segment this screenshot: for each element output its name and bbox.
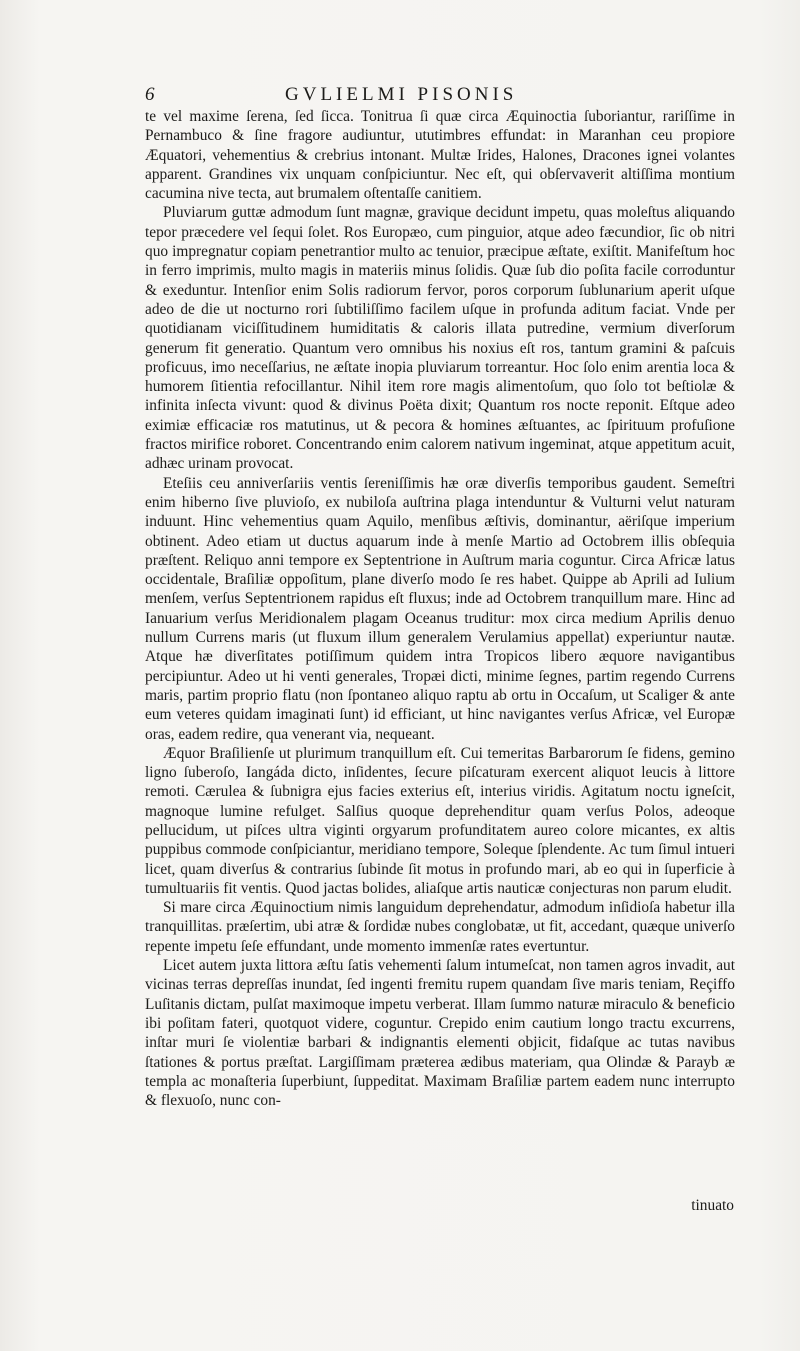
paragraph-equinox: Si mare circa Æquinoctium nimis languidum deprehendatur, admodum inſidioſa habetur illa tranquillitas. præſertim, ubi atræ & ſordidæ nubes conglobatæ, ut fit, accedant, quæque univerſo repente impetu ſeſe effundant, unde momento immenſæ rates evertuntur. — [145, 899, 735, 955]
paragraph-rain-dew: Pluviarum guttæ admodum ſunt magnæ, gravique decidunt impetu, quas moleſtus aliquando tepor præcedere vel ſequi ſolet. Ros Europæo, cum pinguior, atque adeo fæcundior, ſic ob nitri quo impregnatur copiam penetrantior multo ac tenuior, præcipue æſtate, exiſtit. Manifeſtum hoc in ferro imprimis, multo magis in materiis minus ſolidis. Quæ ſub dio poſita facile corroduntur & exeduntur. Intenſior enim Solis radiorum fervor, poros corporum ſublunarium aperit uſque adeo de die ut nocturno rori ſubtiliſſimo facilem uſque in profunda aditum faciat. Vnde per quotidianam viciſſitudinem humiditatis & caloris illata putredine, vermium diverſorum generum fit generatio. Quantum vero omnibus his noxius eſt ros, tantum gramini & paſcuis proficuus, imo neceſſarius, ne æſtate inopia pluviarum torreantur. Hoc ſolo enim arentia loca & humorem ſitientia refocillantur. Nihil item rore magis alimentoſum, quo ſolo tot beſtiolæ & infinita inſecta vivunt: quod & divinus Poëta dixit; Quantum ros nocte reponit. Eſtque adeo eximiæ efficaciæ ros matutinus, ut & pecora & homines æſtuantes, ac ſpirituum profuſione fractos mirifice roboret. Concentrando enim calorem nativum ingeminat, atque appetitum acuit, adhæc urinam provocat. — [145, 204, 735, 473]
paragraph-winds: Eteſiis ceu anniverſariis ventis ſereniſſimis hæ oræ diverſis temporibus gaudent. Semeſtri enim hiberno ſive pluvioſo, ex nubiloſa auſtrina plaga intenduntur & Vulturni velut naturam induunt. Hinc vehementius quam Aquilo, menſibus æſtivis, dominantur, aëriſque imperium obtinent. Adeo etiam ut ductus aquarum inde à menſe Martio ad Octobrem illis obſequia præſtent. Reliquo anni tempore ex Septentrione in Auſtrum maria coguntur. Circa Africæ latus occidentale, Braſiliæ oppoſitum, plane diverſo modo ſe res habet. Quippe ab Aprili ad Iulium menſem, verſus Septentrionem rapidus eſt fluxus; inde ad Octobrem tranquillum mare. Hinc ad Ianuarium verſus Meridionalem plagam Oceanus truditur: mox circa medium Aprilis denuo nullum Currens maris (ut fluxum illum generalem Verulamius appellat) experiuntur nautæ. Atque hæ diverſitates potiſſimum quidem intra Tropicos libero æquore navigantibus percipiuntur. Adeo ut hi venti generales, Tropæi dicti, minime ſegnes, partim regendo Currens maris, partim proprio flatu (non ſpontaneo aliquo raptu ab ortu in Occaſum, ut Scaliger & ante eum veteres quidam imaginati ſunt) id efficiant, ut hinc navigantes verſus Africæ, vel Europæ oras, eadem redire, qua venerant via, nequeant. — [145, 474, 735, 743]
paragraph-reef: Licet autem juxta littora æſtu ſatis vehementi ſalum intumeſcat, non tamen agros invadit, aut vicinas terras depreſſas inundat, ſed ingenti fremitu rupem quandam ſive maris teniam, Reçiffo Luſitanis dictam, pulſat maximoque impetu verberat. Illam ſummo naturæ miraculo & beneficio ibi poſitam fateri, quotquot videre, coguntur. Crepido enim cautium longo tractu excurrens, inſtar muri ſe violentiæ barbari & indignantis elementi objicit, fidaſque ac tutas navibus ſtationes & portus præſtat. Largiſſimam prætereа ædibus materiam, qua Olindæ & Parayb æ templa ac monaſteria ſuperbiunt, ſuppeditat. Maximam Braſiliæ partem eadem nunc interrupto & flexuoſo, nunc con- — [145, 957, 735, 1110]
paragraph-sea: Æquor Braſilienſe ut plurimum tranquillum eſt. Cui temeritas Barbarorum ſe fidens, gemino ligno ſuberoſo, Iangáda dicto, inſidentes, ſecure piſcaturam exercent aliquot leucis à littore remoti. Cærulea & ſubnigra ejus facies exterius eſt, interius viridis. Agitatum noctu igneſcit, magnoque lumine refulget. Salſius quoque deprehenditur quam verſus Polos, adeoque pellucidum, ut piſces ultra viginti orgyarum profunditatem aureo colore micantes, ex altis puppibus commode conſpiciantur, meridiano tempore, Soleque ſplendente. Ac tum ſimul intueri licet, quam diverſus & contrarius ſubinde ſit motus in profundo mari, ab eo qui in ſuperficie à tumultuariis fit ventis. Quod jactas bolides, aliaſque artis nauticæ conjecturas non parum eludit. — [145, 744, 735, 897]
page-number: 6 — [145, 84, 155, 105]
catchword: tinuato — [691, 1197, 734, 1214]
paragraph-weather: te vel maxime ſerena, ſed ſicca. Tonitrua ſi quæ circa Æquinoctia ſuboriantur, rariſſime in Pernambuco & ſine fragore audiuntur, ututimbres effundat: in Maranhan ceu propiore Æquatori, vehementius & crebrius intonant. Multæ Irides, Halones, Dracones ignei volantes apparent. Grandines vix unquam conſpiciuntur. Nec eſt, qui obſervaverit altiſſima montium cacumina nive tecta, aut brumalem oſtentaſſe canitiem. — [145, 108, 735, 203]
body-text — [145, 107, 735, 1110]
running-head: GVLIELMI PISONIS — [285, 84, 518, 105]
